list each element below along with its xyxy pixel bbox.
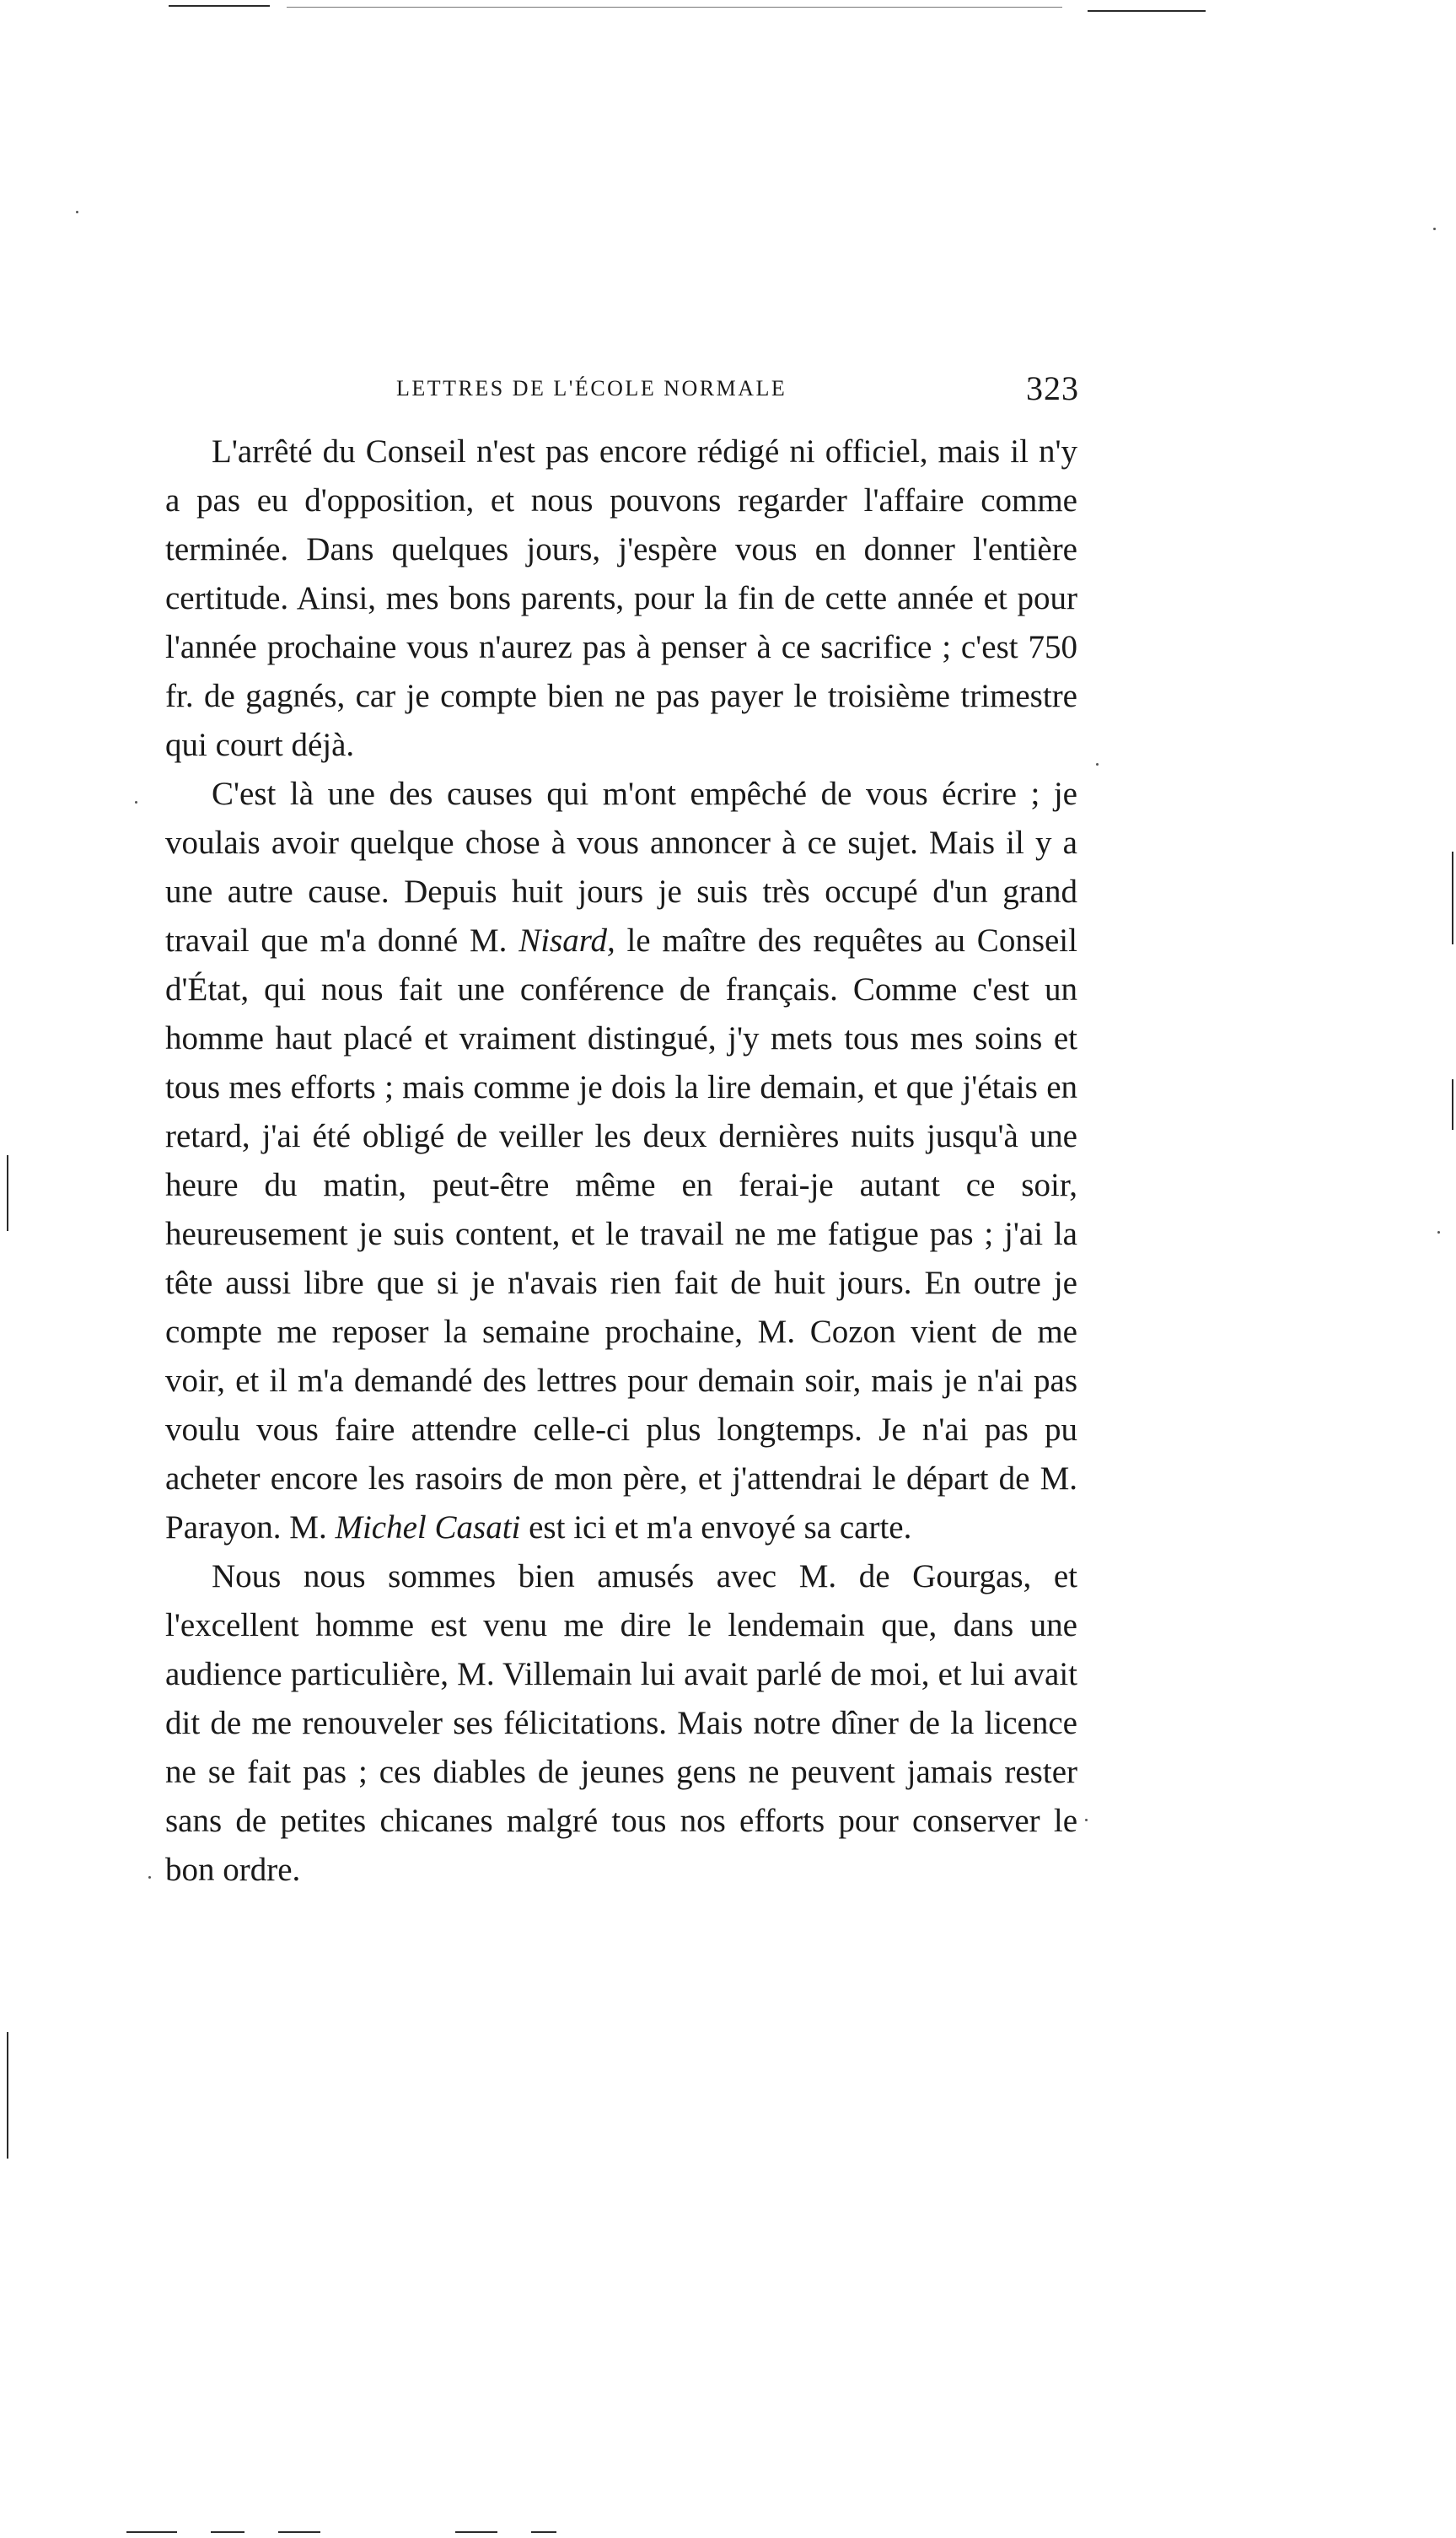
paragraph-2 <box>165 770 1077 1552</box>
scan-edge-mark <box>211 2531 244 2533</box>
scan-speck <box>1085 1819 1088 1821</box>
scan-edge-mark <box>169 5 270 7</box>
running-head <box>396 368 1079 410</box>
scan-edge-mark <box>455 2531 497 2533</box>
paragraph-text: est ici et m'a envoyé sa carte. <box>520 1509 912 1546</box>
scan-speck <box>76 211 78 213</box>
scan-speck <box>135 801 137 804</box>
scan-speck <box>1096 763 1099 766</box>
scan-speck <box>1437 1231 1440 1234</box>
scan-speck <box>148 1876 151 1879</box>
italic-name-casati: Michel Casati <box>335 1509 521 1546</box>
scan-edge-mark <box>7 2032 8 2159</box>
italic-name-nisard: Nisard, <box>518 922 615 959</box>
paragraph-text: le maître des requêtes au Conseil d'État, qui nous fait une conférence de français. Comme c'est un homme haut placé et vraiment distingué, j'y mets tous mes soins et tous mes efforts ; mais comme je dois la lire demain, et que j'étais en retard, j'ai été obligé de veiller les deux dernières nuits jusqu'à une heure du matin, peut-être même en ferai-je autant ce soir, heureusement je suis content, et le travail ne me fatigue pas ; j'ai la tête aussi libre que si je n'avais rien fait de huit jours. En outre je compte me reposer la semaine prochaine, M. Cozon vient de me voir, et il m'a demandé des lettres pour demain soir, mais je n'ai pas voulu vous faire attendre celle-ci plus longtemps. Je n'ai pas pu acheter encore les rasoirs de mon père, et j'attendrai le départ de M. Parayon. M. <box>165 922 1077 1546</box>
paragraph-1 <box>165 427 1077 770</box>
paragraph-text: Nous nous sommes bien amusés avec M. de Gourgas, et l'excellent homme est venu me dire le lendemain que, dans une audience particulière, M. Villemain lui avait parlé de moi, et lui avait dit de me renouveler ses félicitations. Mais notre dîner de la licence ne se fait pas ; ces diables de jeunes gens ne peuvent jamais rester sans de petites chicanes malgré tous nos efforts pour conserver le bon ordre. <box>165 1558 1077 1888</box>
scan-speck <box>1433 228 1436 230</box>
scan-edge-mark <box>126 2531 177 2533</box>
paragraph-text: C'est là une des causes qui m'ont empêché de vous écrire ; je voulais avoir quelque chose à vous annoncer à ce sujet. Mais il y a une autre cause. Depuis huit jours je suis très occupé d'un grand travail que m'a donné M. <box>165 776 1077 959</box>
letter-body <box>165 427 1077 1895</box>
paragraph-3 <box>165 1552 1077 1895</box>
scan-edge-mark <box>278 2531 320 2533</box>
scan-edge-mark <box>7 1155 8 1231</box>
page-number: 323 <box>1026 369 1079 407</box>
scan-edge-mark <box>531 2531 556 2533</box>
running-title: LETTRES DE L'ÉCOLE NORMALE <box>396 376 787 401</box>
scan-edge-mark <box>1088 10 1206 12</box>
scan-edge-mark <box>1452 1079 1453 1130</box>
scan-edge-mark <box>1452 852 1453 944</box>
scan-edge-mark <box>287 7 1062 8</box>
paragraph-text: L'arrêté du Conseil n'est pas encore rédigé ni officiel, mais il n'y a pas eu d'opposition, et nous pouvons regarder l'affaire comme terminée. Dans quelques jours, j'espère vous en donner l'entière certitude. Ainsi, mes bons parents, pour la fin de cette année et pour l'année prochaine vous n'aurez pas à penser à ce sacrifice ; c'est 750 fr. de gagnés, car je compte bien ne pas payer le troisième trimestre qui court déjà. <box>165 433 1077 763</box>
